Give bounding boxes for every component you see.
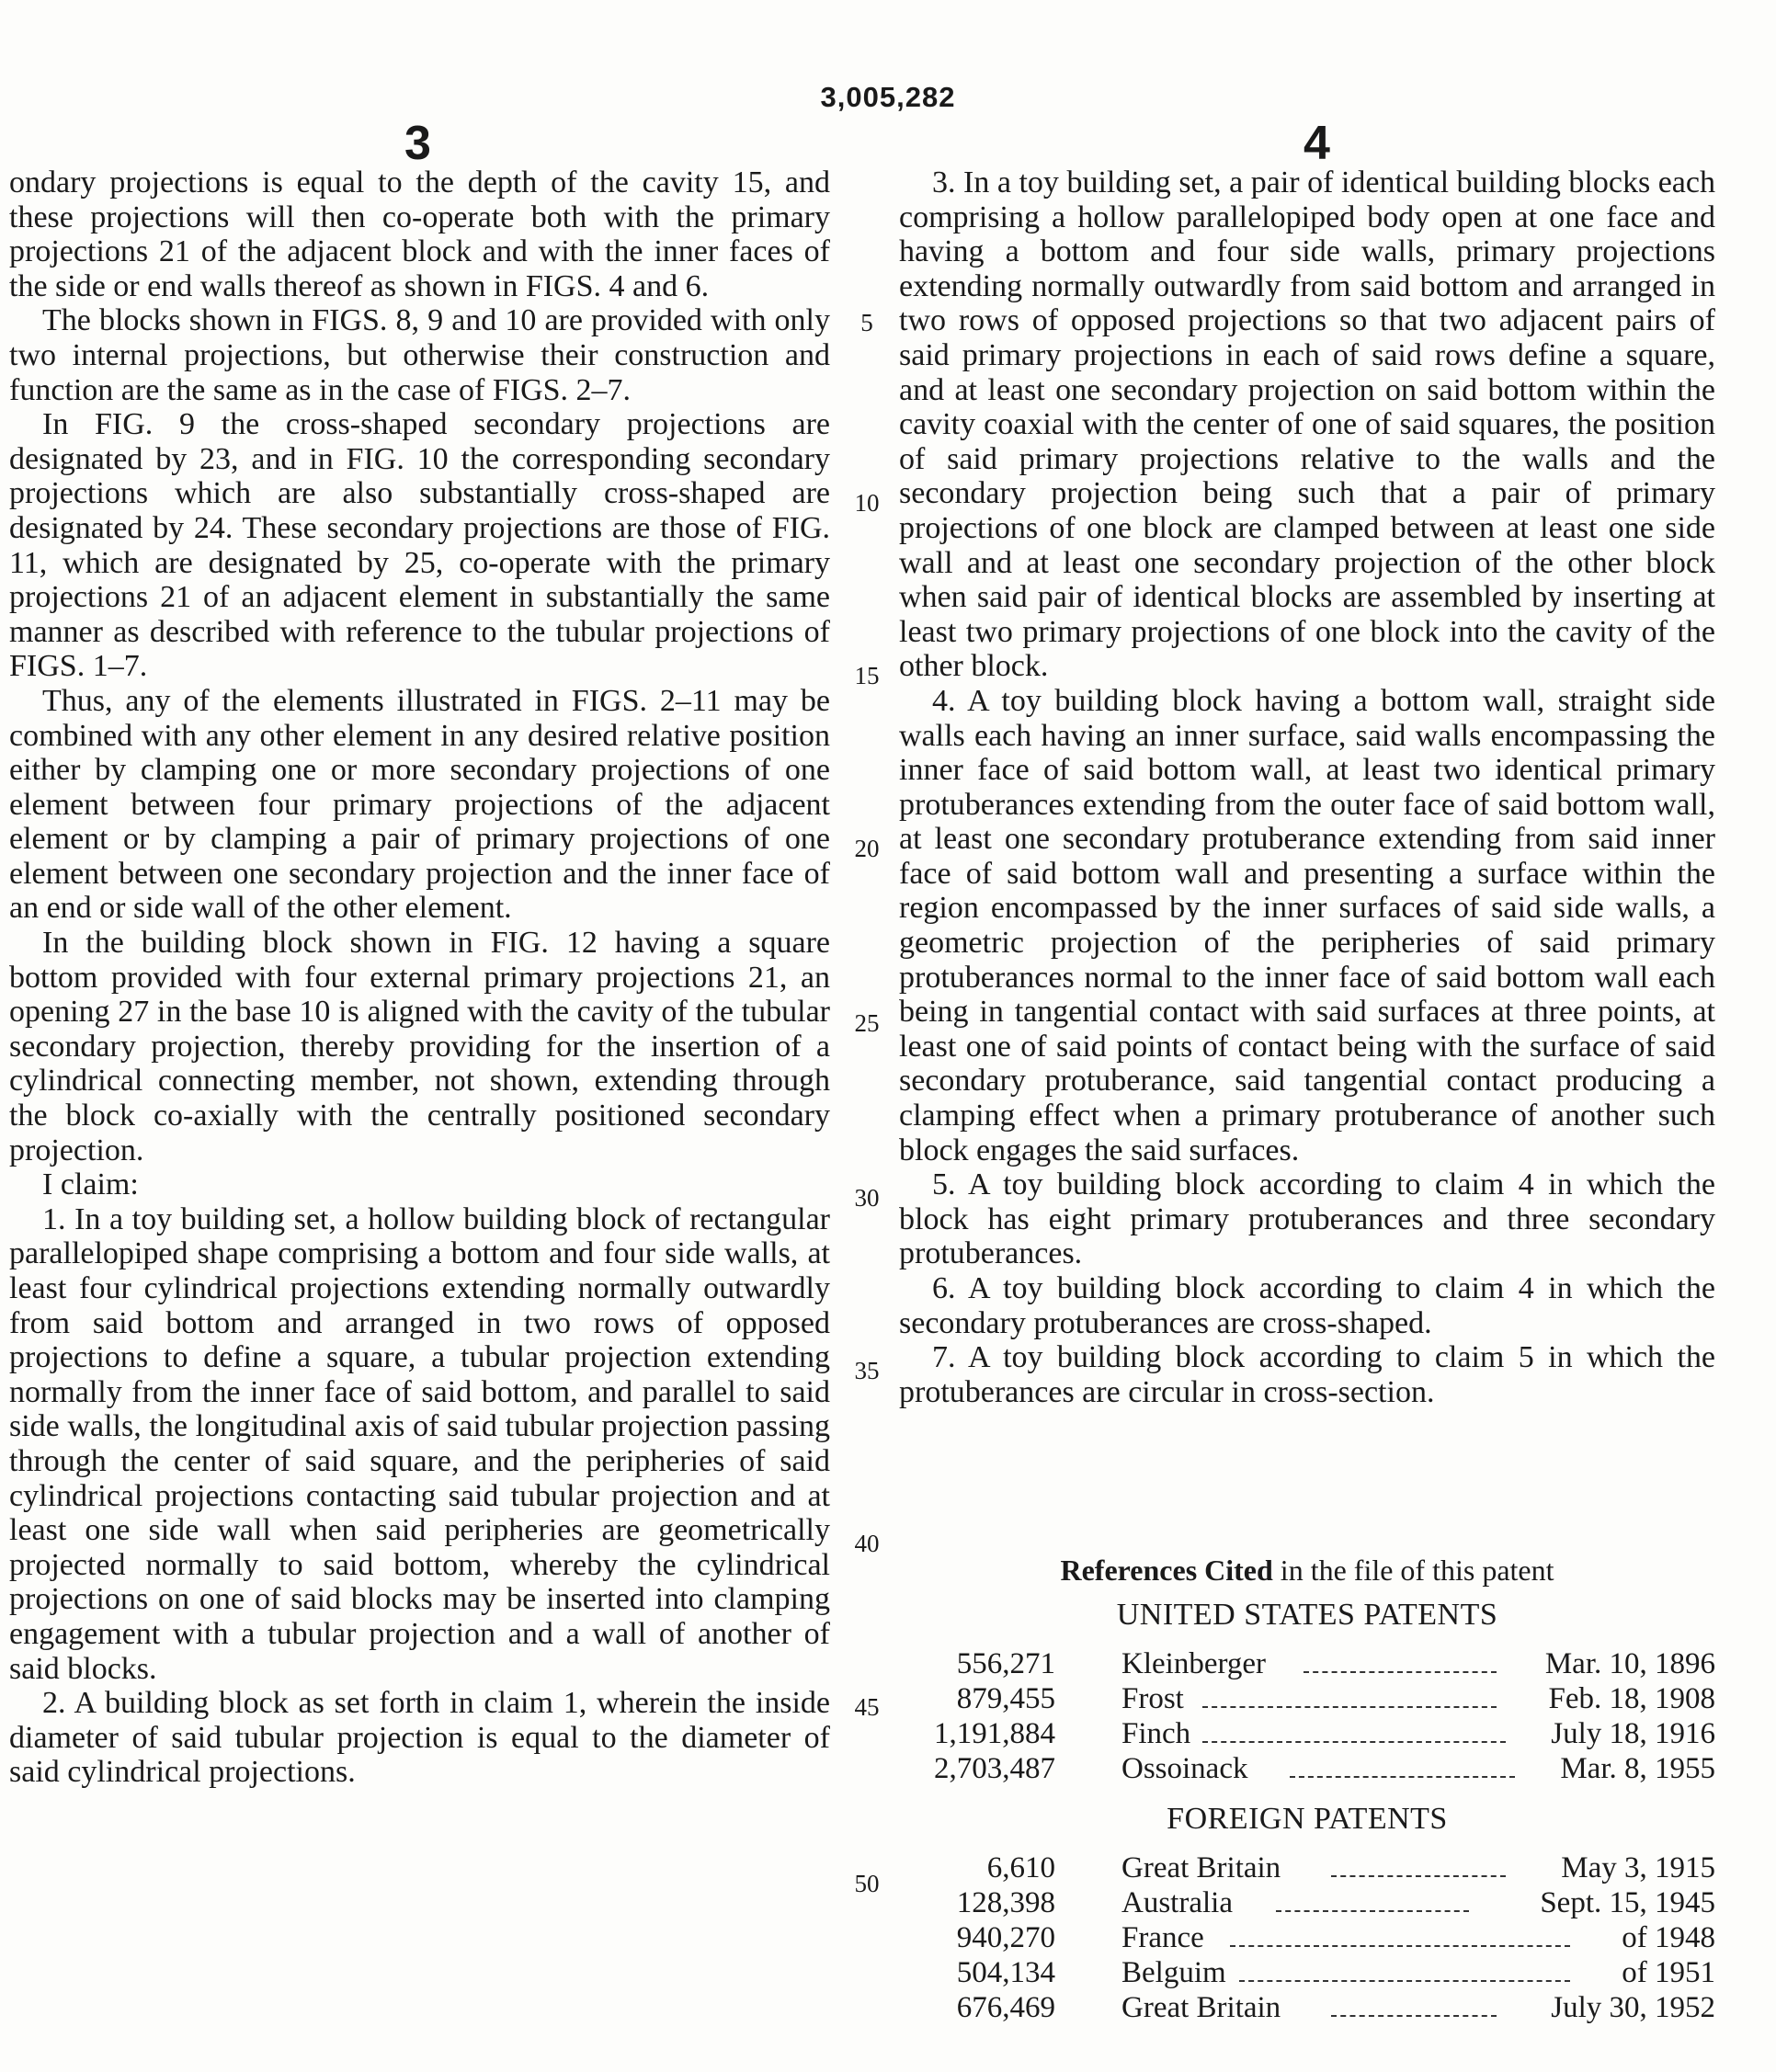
leader-dots: [1331, 1875, 1506, 1877]
left-paragraph-1: ondary projections is equal to the depth of the cavity 15, and these projections will then co-operate both with the primary projections 21 of the adjacent block and with the inner faces of the side or end walls thereof as shown in FIGS. 4 and 6.: [9, 165, 830, 303]
reference-date: Mar. 10, 1896: [1544, 1647, 1715, 1680]
left-paragraph-2: The blocks shown in FIGS. 8, 9 and 10 are provided with only two internal projections, but otherwise their construction and function are the same as in the case of FIGS. 2–7.: [9, 303, 830, 407]
patent-number: 3,005,282: [820, 81, 956, 113]
reference-row: [899, 1851, 1715, 1886]
leader-dots: [1276, 1910, 1469, 1912]
claim-5: 5. A toy building block according to claim 4 in which the block has eight primary protuberances and three secondary protuberances.: [899, 1167, 1715, 1271]
reference-row: [899, 1991, 1715, 2026]
references-title-bold: References Cited: [1060, 1554, 1273, 1587]
reference-name: Great Britain: [1121, 1991, 1281, 2024]
reference-number: 940,270: [956, 1921, 1055, 1954]
claim-7: 7. A toy building block according to claim 5 in which the protuberances are circular in cross-section.: [899, 1340, 1715, 1409]
claim-2: 2. A building block as set forth in claim 1, wherein the inside diameter of said tubular projection is equal to the diameter of said cylindrical projections.: [9, 1686, 830, 1790]
reference-name: Kleinberger: [1121, 1647, 1266, 1680]
us-patents-heading: UNITED STATES PATENTS: [1116, 1598, 1498, 1632]
right-column: [899, 165, 1715, 1409]
reference-number: 504,134: [956, 1956, 1055, 1989]
claim-label: I claim:: [42, 1167, 139, 1202]
reference-row: [899, 1717, 1715, 1752]
left-column-number: 3: [404, 117, 431, 170]
reference-date: July 18, 1916: [1551, 1717, 1715, 1750]
leader-dots: [1202, 1741, 1506, 1743]
leader-dots: [1290, 1776, 1515, 1778]
reference-number: 676,469: [956, 1991, 1055, 2024]
right-column-number: 4: [1304, 117, 1330, 170]
reference-name: Finch: [1121, 1717, 1191, 1750]
claim-1: 1. In a toy building set, a hollow building block of rectangular parallelopiped shape comprising a bottom and four side walls, at least four cylindrical projections extending normally outwardly from said bottom and arranged in two rows of opposed projections to define a square, a tubular projection extending normally from the inner face of said bottom, and parallel to said side walls, the longitudinal axis of said tubular projection passing through the center of said square, and the peripheries of said cylindrical projections contacting said tubular projection and at least one side wall when said peripheries are geometrically projected normally to said bottom, whereby the cylindrical projections on one of said blocks may be inserted into clamping engagement with a tubular projection and a wall of another of said blocks.: [9, 1201, 830, 1686]
line-number: 15: [854, 662, 880, 689]
leader-dots: [1239, 1980, 1570, 1982]
reference-date: May 3, 1915: [1561, 1851, 1715, 1884]
reference-number: 6,610: [986, 1851, 1055, 1884]
reference-date: Sept. 15, 1945: [1540, 1886, 1715, 1919]
reference-number: 1,191,884: [934, 1717, 1055, 1750]
line-number: 5: [860, 309, 873, 336]
line-number: 35: [854, 1357, 880, 1384]
left-column: [9, 165, 830, 1790]
reference-number: 128,398: [956, 1886, 1055, 1919]
reference-row: [899, 1682, 1715, 1717]
reference-name: Ossoinack: [1121, 1752, 1248, 1785]
left-paragraph-5: In the building block shown in FIG. 12 having a square bottom provided with four external primary projections 21, an opening 27 in the base 10 is aligned with the cavity of the tubular secondary projection, thereby providing for the insertion of a cylindrical connecting member, not shown, extending through the block co-axially with the centrally positioned secondary projection.: [9, 926, 830, 1167]
reference-name: Frost: [1121, 1682, 1184, 1715]
reference-row: [899, 1752, 1715, 1787]
foreign-patents-heading: FOREIGN PATENTS: [1167, 1802, 1448, 1836]
references-cited: [899, 1554, 1715, 2050]
reference-date: Feb. 18, 1908: [1548, 1682, 1715, 1715]
reference-number: 879,455: [956, 1682, 1055, 1715]
line-number: 10: [854, 489, 880, 517]
reference-row: [899, 1647, 1715, 1682]
reference-name: Australia: [1121, 1886, 1233, 1919]
leader-dots: [1331, 2015, 1497, 2017]
reference-row: [899, 1921, 1715, 1956]
reference-date: July 30, 1952: [1551, 1991, 1715, 2024]
left-paragraph-3: In FIG. 9 the cross-shaped secondary projections are designated by 23, and in FIG. 10 the corresponding secondary projections which are also substantially cross-shaped are designated by 24. These secondary projections are those of FIG. 11, which are designated by 25, co-operate with the primary projections 21 of an adjacent element in substantially the same manner as described with reference to the tubular projections of FIGS. 1–7.: [9, 407, 830, 684]
left-paragraph-4: Thus, any of the elements illustrated in FIGS. 2–11 may be combined with any other element in any desired relative position either by clamping one or more secondary projections of one element between four primary projections of the adjacent element or by clamping a pair of primary projections of one element between one secondary projection and the inner face of an end or side wall of the other element.: [9, 683, 830, 926]
references-title-rest: in the file of this patent: [1272, 1554, 1554, 1587]
reference-name: Great Britain: [1121, 1851, 1281, 1884]
line-number: 25: [854, 1009, 880, 1037]
leader-dots: [1304, 1671, 1497, 1673]
reference-name: Belguim: [1121, 1956, 1226, 1989]
claim-3: 3. In a toy building set, a pair of identical building blocks each comprising a hollow parallelopiped body open at one face and having a bottom and four side walls, primary projections extending normally outwardly from said bottom and arranged in two rows of opposed projections so that two adjacent pairs of said primary projections in each of said rows define a square, and at least one secondary projection on said bottom within the cavity coaxial with the center of one of said squares, the position of said primary projections relative to the walls and the secondary projection being such that a pair of primary projections of one block are clamped between at least one side wall and at least one secondary projection of the other block when said pair of identical blocks are assembled by inserting at least two primary projections of one block into the cavity of the other block.: [899, 165, 1715, 684]
reference-name: France: [1121, 1921, 1204, 1954]
reference-date: Mar. 8, 1955: [1560, 1752, 1715, 1785]
leader-dots: [1230, 1945, 1570, 1947]
reference-number: 2,703,487: [934, 1752, 1055, 1785]
line-number: 30: [854, 1184, 880, 1212]
claim-4: 4. A toy building block having a bottom wall, straight side walls each having an inner surface, said walls encompassing the inner face of said bottom wall, at least two identical primary protuberances extending from the outer face of said bottom wall, at least one secondary protuberance extending from said inner face of said bottom wall and presenting a surface within the region encompassed by the inner surfaces of said side walls, a geometric projection of the peripheries of said primary protuberances normal to the inner face of said bottom wall each being in tangential contact with said surfaces at three points, at least one of said points of contact being with the surface of said secondary protuberance, said tangential contact producing a clamping effect when a primary protuberance of another such block engages the said surfaces.: [899, 683, 1715, 1167]
references-title: [899, 1554, 1715, 1588]
leader-dots: [1202, 1706, 1497, 1708]
claim-6: 6. A toy building block according to claim 4 in which the secondary protuberances are cross-shaped.: [899, 1271, 1715, 1340]
reference-row: [899, 1956, 1715, 1991]
line-number: 40: [854, 1530, 880, 1557]
line-number: 50: [854, 1870, 880, 1897]
reference-number: 556,271: [956, 1647, 1055, 1680]
reference-date: of 1948: [1622, 1921, 1715, 1954]
reference-row: [899, 1886, 1715, 1921]
reference-date: of 1951: [1622, 1956, 1715, 1989]
line-number: 45: [854, 1693, 880, 1721]
line-number: 20: [854, 835, 880, 862]
